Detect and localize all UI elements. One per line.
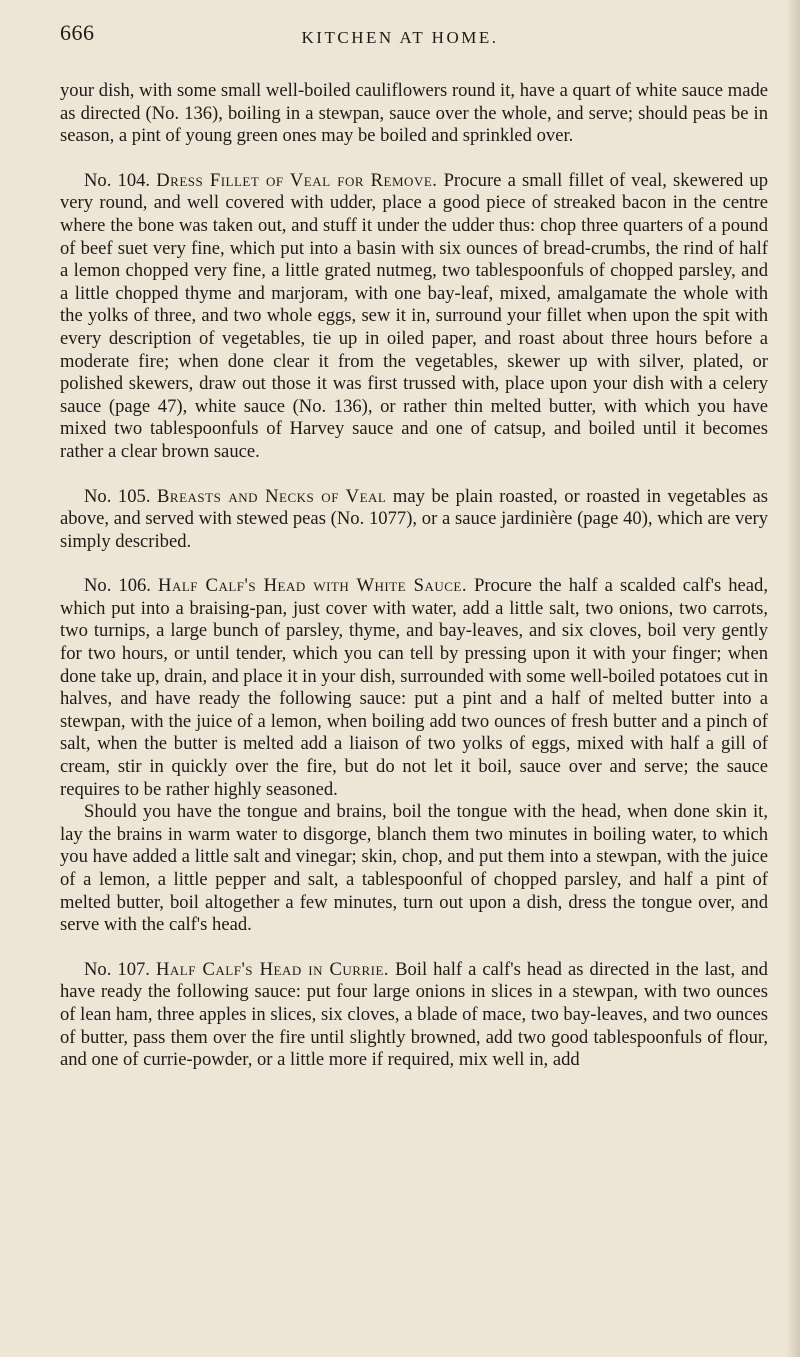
recipe-text: Procure the half a scalded calf's head, which put into a braising-pan, just cover with water, add a little salt, two onions, two carrots, two turnips, a large bunch of parsley, thyme, and bay-leaves, and six cloves, boil very gently for two hours, or until tender, which you can tell by pressing upon it with your finger; when done take up, drain, and place it in your dish, surrounded with some well-boiled potatoes cut in halves, and have ready the following sauce: put a pint and a half of melted butter into a stewpan, with the juice of a lemon, when boiling add two ounces of fresh butter and a pinch of salt, when the butter is melted add a liaison of two yolks of eggs, mixed with half a gill of cream, stir in quickly over the fire, but do not let it boil, sauce over and serve; the sauce requires to be rather highly seasoned. bbox=[60, 575, 768, 800]
recipe-104 bbox=[60, 170, 768, 464]
recipe-text: Boil half a calf's head as directed in the last, and have ready the following sauce: put four large onions in slices in a stewpan, with two ounces of lean ham, three apples in slices, six cloves, a blade of mace, two bay-leaves, and two ounces of butter, pass them over the fire until slightly browned, add two good tablespoonfuls of flour, and one of currie-powder, or a little more if required, mix well in, add bbox=[60, 958, 768, 1071]
recipe-105 bbox=[60, 486, 768, 554]
intro-paragraph: your dish, with some small well-boiled cauliflowers round it, have a quart of white sauce made as directed (No. 136), boiling in a stewpan, sauce over the whole, and serve; should peas be in season, a pint of young green ones may be boiled and sprinkled over. bbox=[60, 80, 768, 147]
paragraph-gap bbox=[60, 148, 768, 170]
recipe-number: No. 105. bbox=[84, 485, 151, 507]
recipe-title: Half Calf's Head in Currie. bbox=[155, 958, 390, 980]
page-edge-shadow bbox=[786, 0, 800, 1357]
recipe-number: No. 104. bbox=[84, 169, 151, 191]
running-head: KITCHEN AT HOME. bbox=[301, 28, 499, 47]
paragraph-gap bbox=[60, 937, 768, 959]
paragraph-gap bbox=[60, 553, 768, 575]
recipe-text: may be plain roasted, or roasted in vegetables as above, and served with stewed peas (No. 1077), or a sauce jardinière (page 40), which are very simply described. bbox=[60, 485, 769, 552]
recipe-106 bbox=[60, 575, 768, 801]
paragraph-gap bbox=[60, 464, 768, 486]
recipe-107 bbox=[60, 959, 768, 1072]
body-text bbox=[60, 80, 768, 1072]
recipe-text: Procure a small fillet of veal, skewered up very round, and well covered with udder, place a good piece of streaked bacon in the centre where the bone was taken out, and stuff it under the udder thus: chop three quarters of a pound of beef suet very fine, which put into a basin with six ounces of bread-crumbs, the rind of half a lemon chopped very fine, a little grated nutmeg, two tablespoonfuls of chopped parsley, and a little chopped thyme and marjoram, with one bay-leaf, mixed, amalgamate the whole with the yolks of three, and two whole eggs, sew it in, surround your fillet when upon the spit with every description of vegetables, tie up in oiled paper, and roast about three hours before a moderate fire; when done clear it from the vegetables, skewer up with silver, plated, or polished skewers, draw out those it was first trussed with, place upon your dish with a celery sauce (page 47), white sauce (No. 136), or rather thin melted butter, with which you have mixed two tablespoonfuls of Harvey sauce and one of catsup, and boiled until it becomes rather a clear brown sauce. bbox=[60, 169, 769, 462]
recipe-106-continuation: Should you have the tongue and brains, boil the tongue with the head, when done skin it, lay the brains in warm water to disgorge, blanch them two minutes in boiling water, to which you have added a little salt and vinegar; skin, chop, and put them into a stewpan, with the juice of a lemon, a little pepper and salt, a tablespoonful of chopped parsley, and half a pint of melted butter, boil altogether a few minutes, turn out upon a dish, dress the tongue over, and serve with the calf's head. bbox=[60, 801, 768, 936]
recipe-title: Breasts and Necks of Veal bbox=[157, 485, 387, 507]
page-number: 666 bbox=[60, 20, 95, 45]
recipe-title: Half Calf's Head with White Sauce. bbox=[158, 575, 468, 597]
recipe-number: No. 107. bbox=[84, 958, 150, 980]
recipe-number: No. 106. bbox=[84, 575, 151, 597]
recipe-title: Dress Fillet of Veal for Remove. bbox=[156, 169, 438, 191]
